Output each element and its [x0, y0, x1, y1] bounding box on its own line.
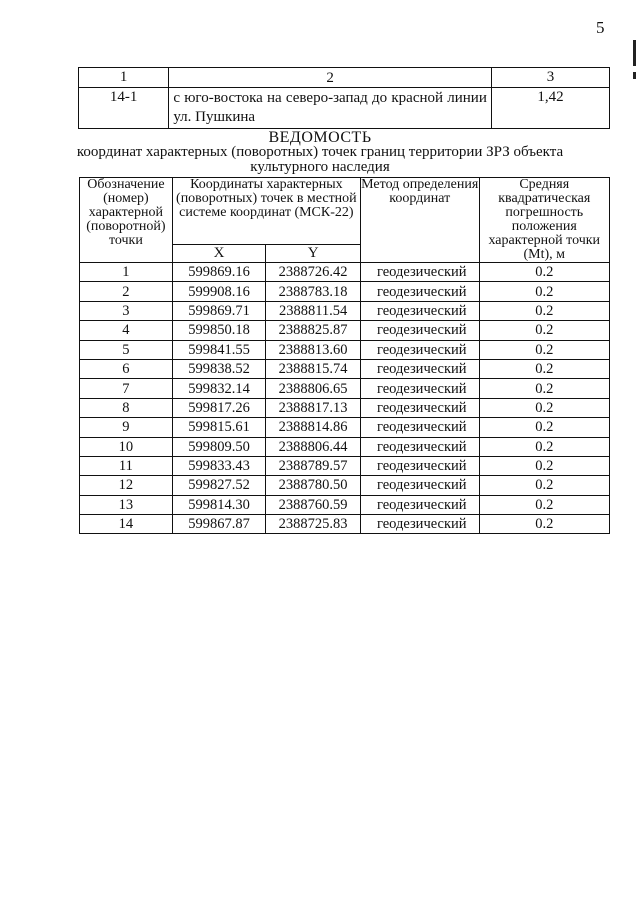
coord-y: 2388811.54 — [266, 301, 361, 320]
method-cell: геодезический — [360, 321, 479, 340]
method-cell: геодезический — [360, 379, 479, 398]
table-row — [80, 379, 610, 398]
table-row — [80, 359, 610, 378]
table-row — [80, 301, 610, 320]
point-number: 3 — [80, 301, 173, 320]
point-number: 9 — [80, 418, 173, 437]
method-cell: геодезический — [360, 476, 479, 495]
error-cell: 0.2 — [479, 321, 609, 340]
title-line-3: культурного наследия — [250, 159, 390, 175]
error-cell: 0.2 — [479, 398, 609, 417]
coord-y: 2388817.13 — [266, 398, 361, 417]
column-number-1: 1 — [79, 68, 169, 88]
table-row — [80, 437, 610, 456]
table-row — [80, 321, 610, 340]
page-edge-mark — [633, 40, 636, 66]
coord-x: 599841.55 — [172, 340, 266, 359]
point-number: 14 — [80, 515, 173, 534]
coord-x: 599869.16 — [172, 263, 266, 282]
error-cell: 0.2 — [479, 359, 609, 378]
coord-y: 2388783.18 — [266, 282, 361, 301]
method-cell: геодезический — [360, 515, 479, 534]
point-number: 8 — [80, 398, 173, 417]
coord-x: 599832.14 — [172, 379, 266, 398]
error-cell: 0.2 — [479, 495, 609, 514]
coordinates-rows — [80, 263, 610, 534]
title-line-2: координат характерных (поворотных) точек границ территории ЗРЗ объекта — [76, 144, 564, 160]
method-cell: геодезический — [360, 359, 479, 378]
coordinates-table — [79, 177, 610, 534]
page-number: 5 — [596, 18, 605, 37]
table-row — [80, 263, 610, 282]
error-cell: 0.2 — [479, 515, 609, 534]
document-title — [0, 130, 640, 175]
method-cell: геодезический — [360, 398, 479, 417]
continuation-table — [78, 67, 610, 129]
coord-y: 2388825.87 — [266, 321, 361, 340]
error-cell: 0.2 — [479, 379, 609, 398]
method-cell: геодезический — [360, 495, 479, 514]
header-point-designation: Обозначение (номер) характерной (поворотной) точки — [80, 178, 173, 263]
error-cell: 0.2 — [479, 301, 609, 320]
header-method: Метод определения координат — [360, 178, 479, 263]
coord-y: 2388815.74 — [266, 359, 361, 378]
table-row — [80, 398, 610, 417]
table-row — [80, 515, 610, 534]
segment-id: 14-1 — [79, 88, 169, 129]
coord-x: 599809.50 — [172, 437, 266, 456]
header-x: X — [172, 244, 266, 262]
point-number: 5 — [80, 340, 173, 359]
table-row — [80, 495, 610, 514]
coord-y: 2388814.86 — [266, 418, 361, 437]
column-number-3: 3 — [491, 68, 609, 88]
method-cell: геодезический — [360, 418, 479, 437]
coord-x: 599838.52 — [172, 359, 266, 378]
coordinates-header-row — [80, 178, 610, 245]
point-number: 6 — [80, 359, 173, 378]
method-cell: геодезический — [360, 456, 479, 475]
method-cell: геодезический — [360, 437, 479, 456]
table-row — [80, 476, 610, 495]
coord-x: 599850.18 — [172, 321, 266, 340]
coord-x: 599814.30 — [172, 495, 266, 514]
table-row — [80, 418, 610, 437]
coord-y: 2388780.50 — [266, 476, 361, 495]
coord-y: 2388813.60 — [266, 340, 361, 359]
table-row — [80, 282, 610, 301]
header-coordinates: Координаты характерных (поворотных) точек в местной системе координат (МСК-22) — [172, 178, 360, 245]
title-line-1: ВЕДОМОСТЬ — [268, 129, 372, 146]
continuation-header-row — [79, 68, 610, 88]
coord-y: 2388725.83 — [266, 515, 361, 534]
coord-x: 599827.52 — [172, 476, 266, 495]
coord-y: 2388760.59 — [266, 495, 361, 514]
error-cell: 0.2 — [479, 263, 609, 282]
error-cell: 0.2 — [479, 282, 609, 301]
point-number: 13 — [80, 495, 173, 514]
page-edge-mark — [633, 72, 636, 79]
coord-y: 2388806.44 — [266, 437, 361, 456]
error-cell: 0.2 — [479, 456, 609, 475]
point-number: 4 — [80, 321, 173, 340]
point-number: 10 — [80, 437, 173, 456]
method-cell: геодезический — [360, 340, 479, 359]
error-cell: 0.2 — [479, 340, 609, 359]
coord-y: 2388789.57 — [266, 456, 361, 475]
header-mean-error: Средняя квадратическая погрешность положения характерной точки (Mt), м — [479, 178, 609, 263]
column-number-2: 2 — [169, 68, 492, 88]
method-cell: геодезический — [360, 282, 479, 301]
coord-x: 599908.16 — [172, 282, 266, 301]
segment-description: с юго-востока на северо-запад до красной линии ул. Пушкина — [169, 88, 492, 129]
table-row — [80, 340, 610, 359]
error-cell: 0.2 — [479, 476, 609, 495]
coord-x: 599869.71 — [172, 301, 266, 320]
segment-length: 1,42 — [491, 88, 609, 129]
coord-x: 599815.61 — [172, 418, 266, 437]
point-number: 2 — [80, 282, 173, 301]
point-number: 12 — [80, 476, 173, 495]
coord-y: 2388726.42 — [266, 263, 361, 282]
continuation-row — [79, 88, 610, 129]
coord-x: 599833.43 — [172, 456, 266, 475]
table-row — [80, 456, 610, 475]
header-y: Y — [266, 244, 361, 262]
coord-y: 2388806.65 — [266, 379, 361, 398]
point-number: 11 — [80, 456, 173, 475]
coord-x: 599867.87 — [172, 515, 266, 534]
point-number: 7 — [80, 379, 173, 398]
coord-x: 599817.26 — [172, 398, 266, 417]
method-cell: геодезический — [360, 263, 479, 282]
error-cell: 0.2 — [479, 437, 609, 456]
error-cell: 0.2 — [479, 418, 609, 437]
point-number: 1 — [80, 263, 173, 282]
method-cell: геодезический — [360, 301, 479, 320]
